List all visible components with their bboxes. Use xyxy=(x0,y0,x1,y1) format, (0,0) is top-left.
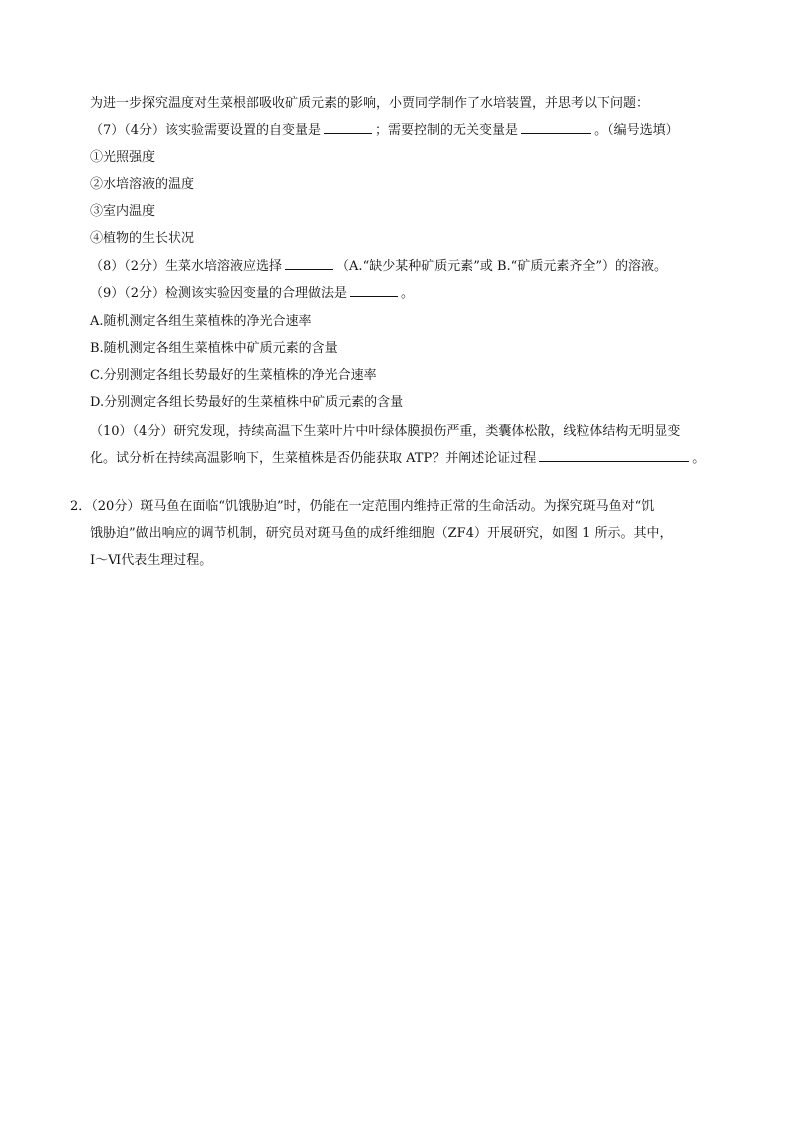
question-7-mid: ；需要控制的无关变量是 xyxy=(375,123,519,138)
question-8 xyxy=(90,254,667,280)
option-2: ②水培溶液的温度 xyxy=(90,177,195,192)
question-9-label: （9）（2分）检测该实验因变量的合理做法是 xyxy=(90,286,348,301)
question-2-line-1 xyxy=(70,494,654,520)
answer-blank-9[interactable] xyxy=(350,282,398,297)
intro-text: 为进一步探究温度对生菜根部吸收矿质元素的影响，小贾同学制作了水培装置，并思考以下问题： xyxy=(90,96,650,111)
choice-d: D.分别测定各组长势最好的生菜植株中矿质元素的含量 xyxy=(90,395,404,410)
question-10-tail: 。 xyxy=(692,451,706,466)
answer-blank-10[interactable] xyxy=(539,447,689,462)
question-10-line-2 xyxy=(90,446,705,472)
answer-blank-7a[interactable] xyxy=(324,119,372,134)
option-4: ④植物的生长状况 xyxy=(90,231,195,246)
option-3: ③室内温度 xyxy=(90,204,156,219)
question-8-tail: （A.“缺少某种矿质元素”或 B.“矿质元素齐全”）的溶液。 xyxy=(336,259,667,274)
question-7 xyxy=(90,118,679,144)
question-7-tail: 。（编号选填） xyxy=(594,123,679,138)
answer-blank-8[interactable] xyxy=(285,255,333,270)
question-2-line-2: 饿胁迫”做出响应的调节机制，研究员对斑马鱼的成纤维细胞（ZF4）开展研究，如图 1 所示。其中， xyxy=(90,526,673,541)
question-10-line-1: （10）（4分）研究发现，持续高温下生菜叶片中叶绿体膜损伤严重，类囊体松散，线粒体结构无明显变 xyxy=(90,424,681,439)
choice-c: C.分别测定各组长势最好的生菜植株的净光合速率 xyxy=(90,368,377,383)
question-10-text: 化。试分析在持续高温影响下，生菜植株是否仍能获取 ATP？并阐述论证过程 xyxy=(90,451,537,466)
question-7-label: （7）（4分）该实验需要设置的自变量是 xyxy=(90,123,322,138)
option-1: ①光照强度 xyxy=(90,150,156,165)
question-9-tail: 。 xyxy=(401,286,415,301)
question-2-line-3: Ⅰ～Ⅵ代表生理过程。 xyxy=(90,553,213,568)
question-2-number: 2． xyxy=(70,499,92,514)
question-8-label: （8）（2分）生菜水培溶液应选择 xyxy=(90,259,283,274)
choice-b: B.随机测定各组生菜植株中矿质元素的含量 xyxy=(90,341,338,356)
choice-a: A.随机测定各组生菜植株的净光合速率 xyxy=(90,314,312,329)
question-9 xyxy=(90,281,414,307)
question-2-text-1: （20分）斑马鱼在面临“饥饿胁迫”时，仍能在一定范围内维持正常的生命活动。为探究斑马鱼对“饥 xyxy=(91,499,655,514)
answer-blank-7b[interactable] xyxy=(521,119,591,134)
